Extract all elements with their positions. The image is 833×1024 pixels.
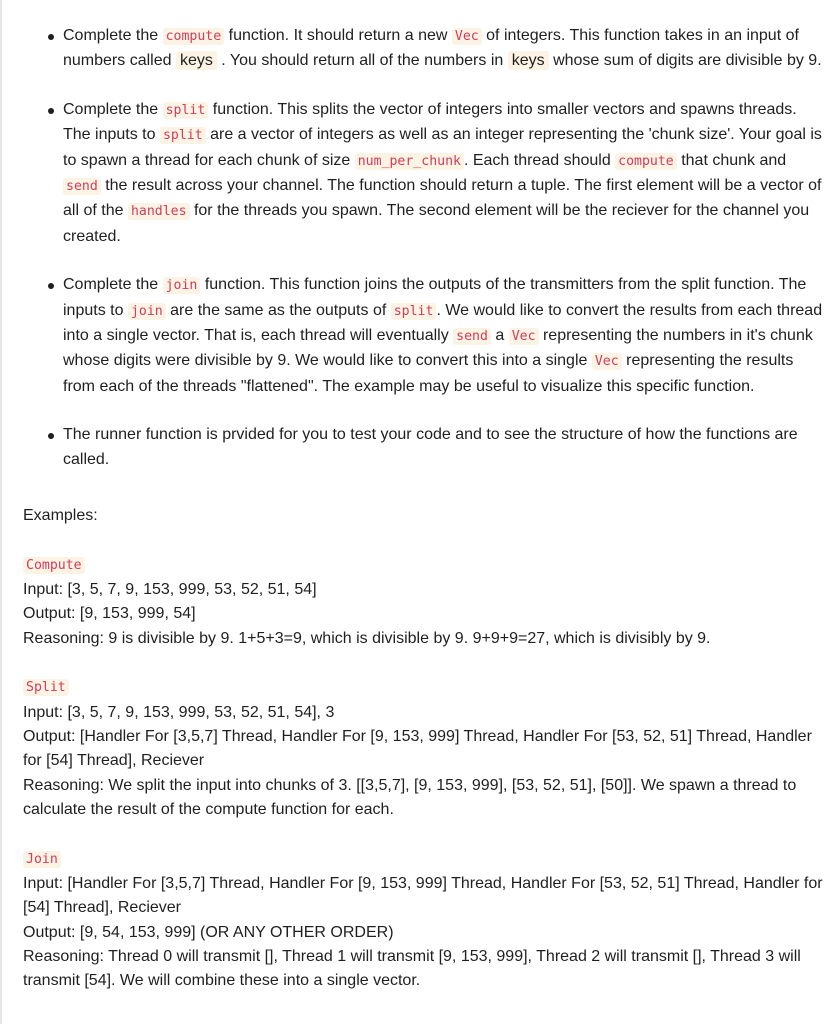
code-split: split xyxy=(163,102,209,119)
document-body xyxy=(23,24,823,994)
left-border xyxy=(0,0,2,1024)
bullet-join: Complete the join function. This function joins the outputs of the transmitters from the split function. The inputs to join are the same as the outputs of split . We would like to convert the results from each thread into a single vector. That is, each thread will eventually send a Vec representing the numbers in it's chunk whose digits were divisible by 9. We would like to convert this into a single Vec representing the results from each of the threads "flattened". The example may be useful to visualize this specific function. xyxy=(23,273,823,398)
example-output: Output: [9, 54, 153, 999] (OR ANY OTHER ORDER) xyxy=(23,923,394,941)
bullet-compute: Complete the compute function. It should return a new Vec of integers. This function takes in an input of numbers called keys . You should return all of the numbers in keys whose sum of digits are divisible by 9. xyxy=(23,24,823,74)
example-reasoning: Reasoning: Thread 0 will transmit [], Thread 1 will transmit [9, 153, 999], Thread 2 will transmit [], Thread 3 will transmit [54]. We will combine these into a single vector. xyxy=(23,947,801,990)
examples-heading: Examples: xyxy=(23,506,98,524)
example-input: Input: [Handler For [3,5,7] Thread, Handler For [9, 153, 999] Thread, Handler For [53, 52, 51] Thread, Handler for [54] Thread], Reciever xyxy=(23,875,823,917)
bullet-split: Complete the split function. This splits the vector of integers into smaller vectors and spawns threads. The inputs to split are a vector of integers as well as an integer representing the 'chunk size'. Your goal is to spawn a thread for each chunk of size num_per_chunk . Each thread should compute that chunk and send the result across your channel. The function should return a tuple. The first element will be a vector of all of the handles for the threads you spawn. The second element will be the reciever for the channel you created. xyxy=(23,98,823,249)
code-join: join xyxy=(163,277,201,294)
example-input: Input: [3, 5, 7, 9, 153, 999, 53, 52, 51, 54], 3 xyxy=(23,703,335,721)
code-send: send xyxy=(453,328,491,345)
code-split: split xyxy=(160,127,206,144)
example-reasoning: Reasoning: 9 is divisible by 9. 1+5+3=9, which is divisible by 9. 9+9+9=27, which is divisibly by 9. xyxy=(23,629,711,647)
code-vec: Vec xyxy=(592,353,622,370)
example-output: Output: [Handler For [3,5,7] Thread, Handler For [9, 153, 999] Thread, Handler For [53, 52, 51] Thread, Handler for [54] Thread], Reciever xyxy=(23,728,812,770)
code-num-per-chunk: num_per_chunk xyxy=(355,153,464,170)
example-reasoning: Reasoning: We split the input into chunks of 3. [[3,5,7], [9, 153, 999], [53, 52, 51], [50]]. We spawn a thread to calculate the result of the compute function for each. xyxy=(23,776,797,818)
example-join xyxy=(23,847,823,994)
bullet-runner: The runner function is prvided for you to test your code and to see the structure of how the functions are called. xyxy=(23,423,823,472)
highlight-keys: keys xyxy=(508,51,549,70)
code-compute: compute xyxy=(615,153,677,170)
example-compute xyxy=(23,553,823,651)
example-title-split: Split xyxy=(23,679,69,696)
code-join: join xyxy=(128,303,166,320)
code-vec: Vec xyxy=(452,28,482,45)
example-title-compute: Compute xyxy=(23,557,85,574)
code-split: split xyxy=(391,303,437,320)
example-input: Input: [3, 5, 7, 9, 153, 999, 53, 52, 51, 54] xyxy=(23,581,317,599)
code-send: send xyxy=(63,178,101,195)
example-title-join: Join xyxy=(23,851,61,868)
code-compute: compute xyxy=(163,28,225,45)
instructions-list xyxy=(23,24,823,472)
example-split xyxy=(23,675,823,822)
code-handles: handles xyxy=(128,203,190,220)
code-vec: Vec xyxy=(509,328,539,345)
example-output: Output: [9, 153, 999, 54] xyxy=(23,605,196,623)
highlight-keys: keys xyxy=(176,51,217,70)
